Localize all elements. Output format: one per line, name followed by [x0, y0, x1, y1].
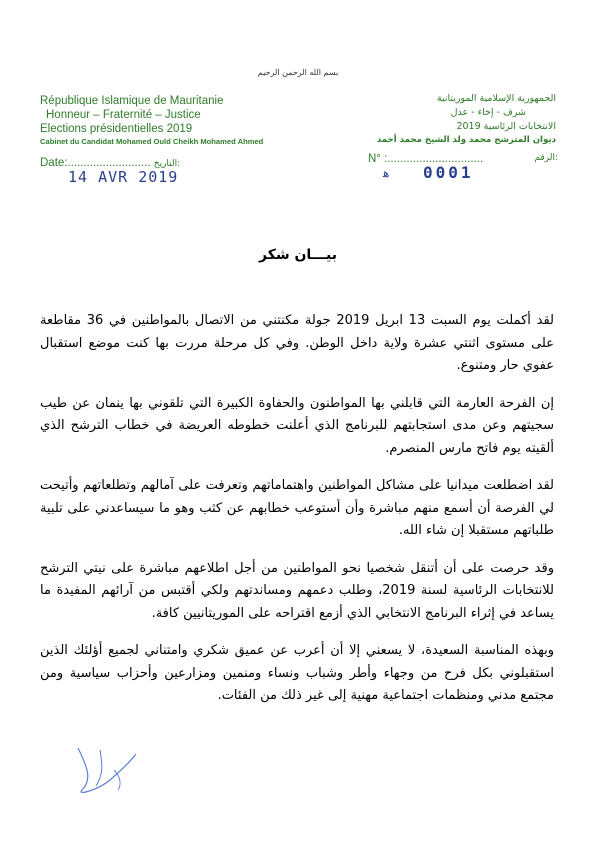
election-name-ar: الانتخابات الرئاسية 2019 [456, 121, 556, 132]
basmala-calligraphy: بسم الله الرحمن الرحيم [257, 68, 339, 77]
letterhead-french [40, 94, 320, 148]
date-label-ar: التاريخ: [153, 159, 181, 169]
letter-body [40, 310, 554, 723]
signature [70, 740, 140, 804]
date-label: Date:.......................... [40, 157, 151, 169]
handwritten-mark: ﻫ [383, 166, 390, 180]
motto-fr: Honneur – Fraternité – Justice [46, 109, 201, 121]
republic-name-ar: الجمهورية الإسلامية الموريتانية [436, 93, 556, 104]
election-name-fr: Elections présidentielles 2019 [40, 123, 193, 135]
motto-ar: شرف - إخاء - عدل [450, 107, 526, 118]
paragraph-5: وبهذه المناسبة السعيدة، لا يسعني إلا أن أعرب عن عميق شكري وامتناني لجميع أؤلئك الذين استقبلوني بكل فرح من وجهاء وأطر وشباب ونساء ومنمين ومزارعين وأحزاب سياسية ومن مجتمع مدني ومنظمات اجتماعية مهنية إلى غير ذلك من الفئات. [40, 643, 554, 703]
number-label: N° :.............................. [368, 153, 484, 165]
document-title: بيـــان شكر [258, 247, 338, 263]
number-stamp: 0001 [423, 163, 474, 182]
signature-scribble-icon [70, 740, 140, 800]
paragraph-1: لقد أكملت يوم السبت 13 ابريل 2019 جولة مكنتني من الاتصال بالمواطنين في 36 مقاطعة على مستوى اثنتي عشرة ولاية داخل الوطن. وفي كل مرحلة مررت بها كنت موضع استقبال عفوي حار ومتنوع. [40, 313, 554, 373]
number-label-ar: الرقم: [534, 153, 558, 163]
cabinet-name-fr: Cabinet du Candidat Mohamed Ould Cheikh Mohamed Ahmed [40, 137, 264, 146]
date-stamp: 14 AVR 2019 [68, 168, 179, 186]
cabinet-name-ar: ديوان المترشح محمد ولد الشيخ محمد أحمد [376, 135, 556, 145]
paragraph-4: وقد حرصت على أن أتنقل شخصيا نحو المواطنين من أجل اطلاعهم مباشرة على نيتي الترشح للانتخابات الرئاسية لسنة 2019، وطلب دعمهم ومساندتهم ولكي أقتبس من آرائهم المفيدة ما يساعد في إثراء البرنامج الانتخابي الذي أزمع اقتراحه على الموريتانيين كافة. [40, 560, 554, 621]
paragraph-3: لقد اضطلعت ميدانيا على مشاكل المواطنين واهتماماتهم وتعرفت على آمالهم وتطلعاتهم وأتيحت لي الفرصة أن أسمع منهم مباشرة وأن أستوعب خطابهم عن كثب وهو ما سيساعدني على تلبية طلباتهم مستقبلا إن شاء الله. [40, 478, 554, 538]
republic-name-fr: République Islamique de Mauritanie [40, 95, 224, 107]
paragraph-2: إن الفرحة العارمة التي قابلني بها المواطنون والحفاوة الكبيرة التي تلقوني بها ينمان عن طيب سجيتهم وعن مدى استجابتهم للبرنامج الذي أعلنت خطوطه العريضة في خطاب الترشح الذي ألقيته يوم فاتح مارس المنصرم. [40, 395, 554, 456]
letterhead-arabic [316, 92, 556, 147]
